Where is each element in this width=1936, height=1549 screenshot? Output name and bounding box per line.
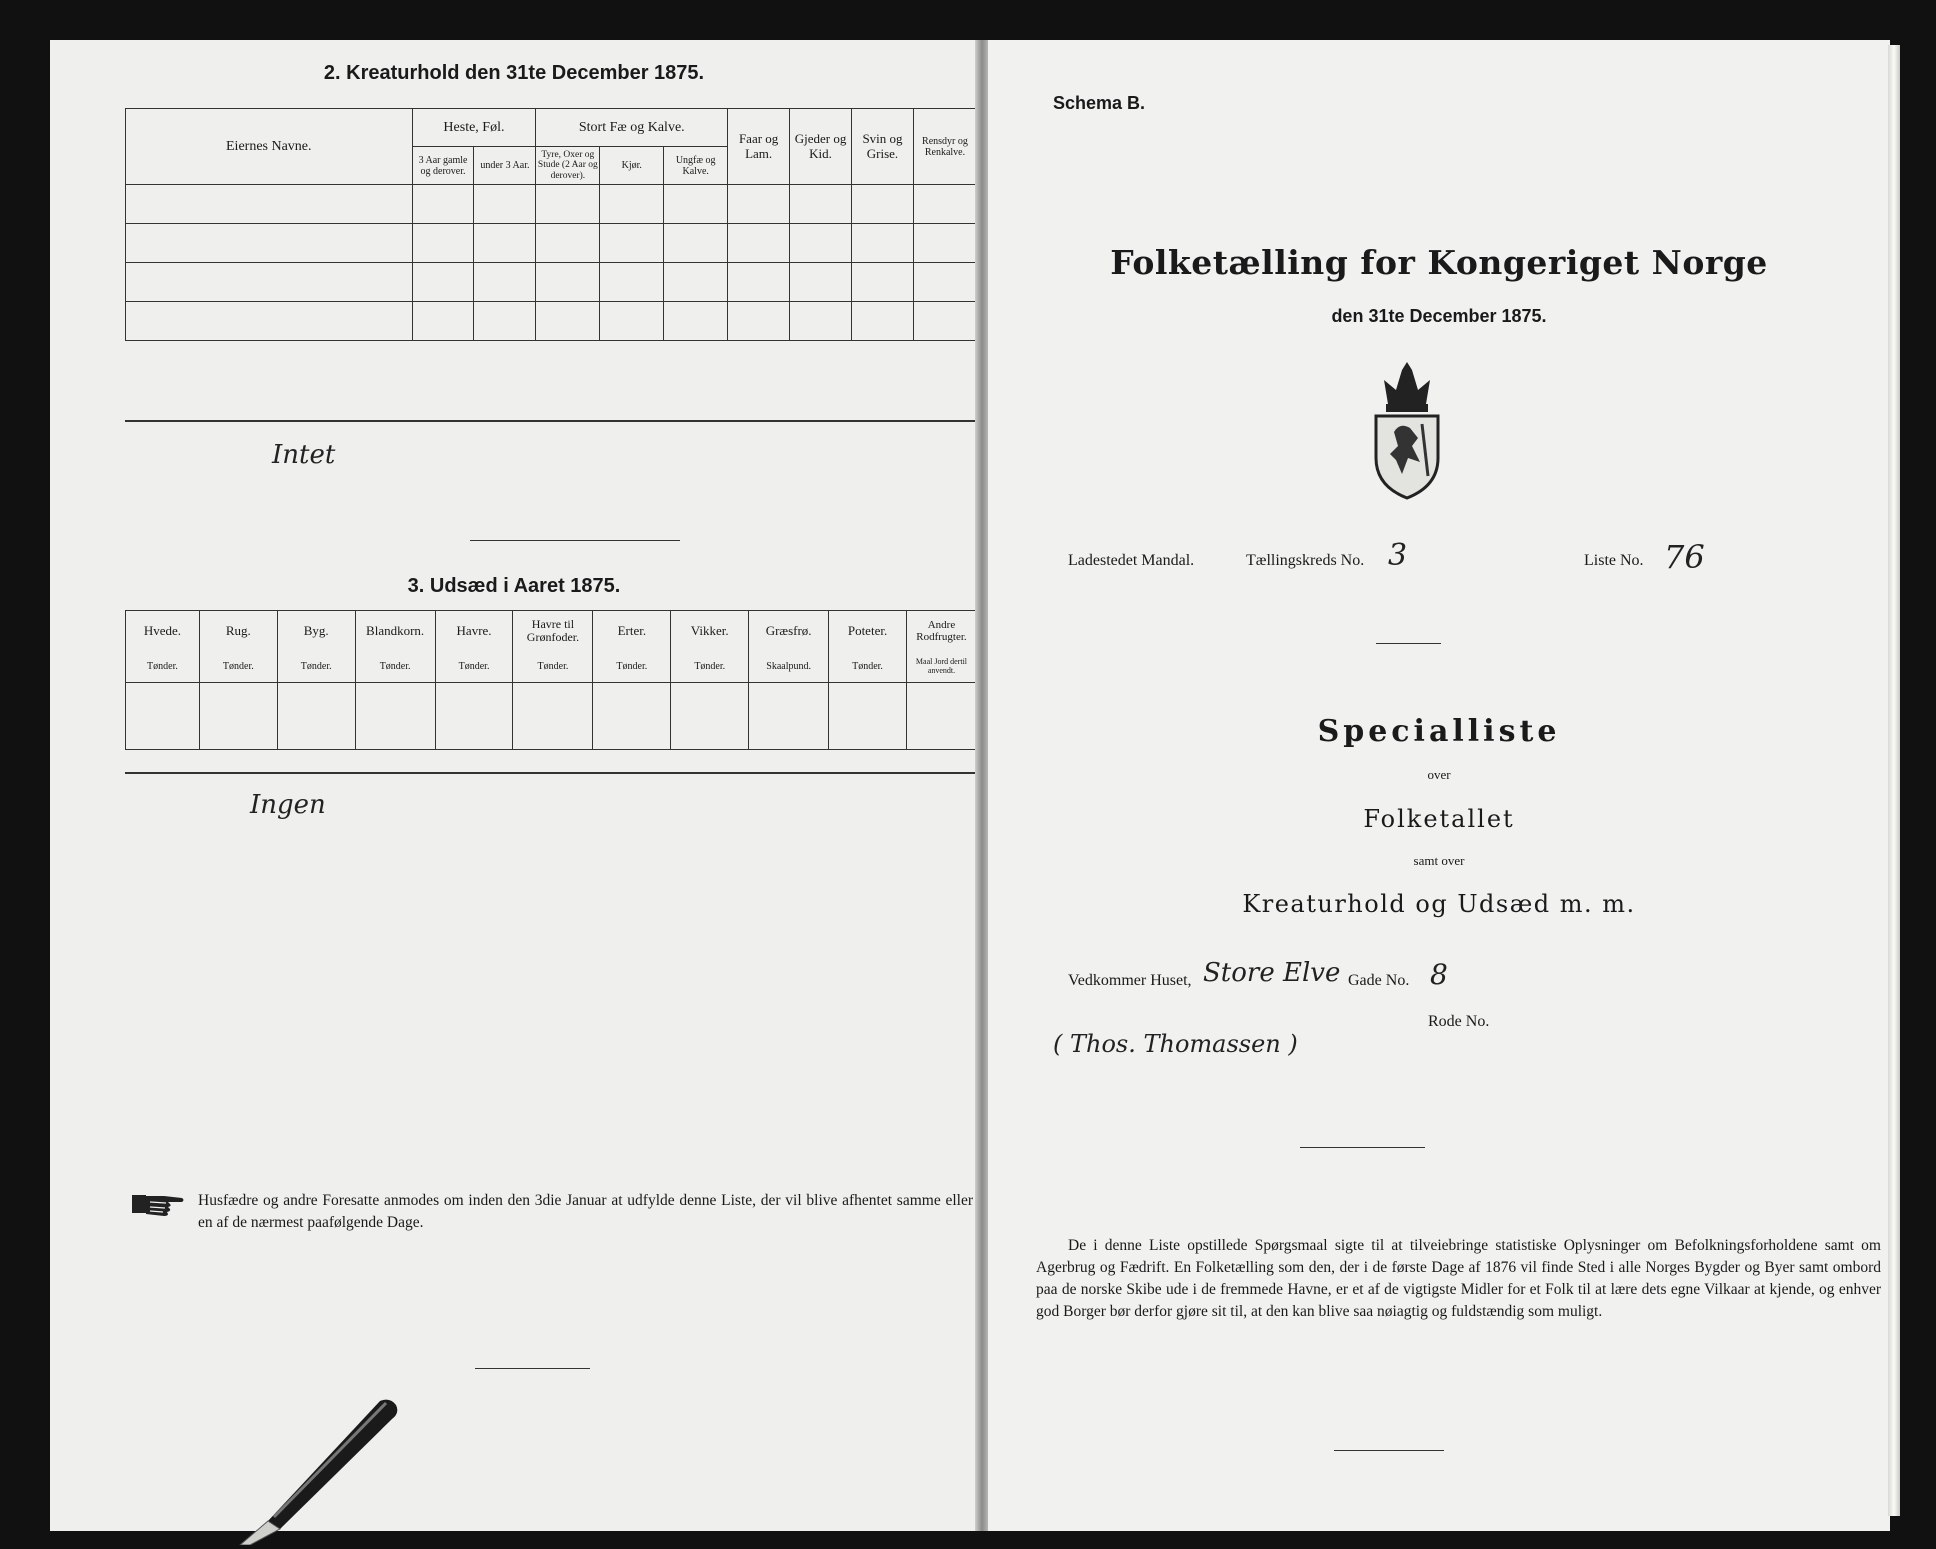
crop-header-rug: Rug. — [199, 611, 277, 652]
vedkommer-label: Vedkommer Huset, — [1068, 972, 1192, 989]
form-date: den 31te December 1875. — [1331, 306, 1547, 326]
ladested-label: Ladestedet Mandal. — [1068, 552, 1195, 569]
kreaturhold-label: Kreaturhold og Udsæd m. m. — [1242, 890, 1636, 918]
section-3-title: 3. Udsæd i Aaret 1875. — [407, 575, 621, 597]
crop-unit: Maal Jord dertil anvendt. — [906, 652, 976, 683]
table-bottom-rule — [125, 772, 977, 774]
handwritten-intet: Intet — [272, 440, 336, 470]
faar-header: Faar og Lam. — [728, 109, 790, 185]
rode-label: Rode No. — [1428, 1013, 1490, 1030]
crop-header-poteter: Poteter. — [829, 611, 907, 652]
crop-header-havre: Havre. — [435, 611, 513, 652]
left-page — [50, 40, 978, 1531]
divider — [1300, 1147, 1425, 1148]
over-label: over — [1427, 767, 1451, 782]
pen-icon — [210, 1395, 410, 1545]
heste-header: Heste, Føl. — [412, 109, 536, 147]
crop-header-erter: Erter. — [593, 611, 671, 652]
handwritten-ingen: Ingen — [250, 790, 326, 820]
crop-unit: Tønder. — [435, 652, 513, 683]
heste-sub-header: under 3 Aar. — [474, 147, 536, 185]
rensdyr-header: Rensdyr og Renkalve. — [913, 109, 976, 185]
crop-unit: Tønder. — [199, 652, 277, 683]
crop-header-blandkorn: Blandkorn. — [355, 611, 435, 652]
crop-unit: Tønder. — [513, 652, 593, 683]
schema-label: Schema B. — [1053, 93, 1146, 113]
street-value: Store Elve — [1203, 958, 1341, 988]
gade-label: Gade No. — [1348, 972, 1410, 989]
book-gutter — [975, 40, 989, 1531]
liste-label: Liste No. — [1584, 552, 1644, 569]
liste-value: 76 — [1664, 538, 1705, 576]
crop-unit: Skaalpund. — [749, 652, 829, 683]
crop-unit: Tønder. — [355, 652, 435, 683]
notice-text: Husfædre og andre Foresatte anmodes om inden den 3die Januar at udfylde denne Liste, der vil blive afhentet samme eller en af de nærmest paafølgende Dage. — [198, 1192, 973, 1231]
crop-header-vikker: Vikker. — [671, 611, 749, 652]
divider — [1376, 643, 1441, 644]
crop-unit: Tønder. — [829, 652, 907, 683]
sowing-table — [125, 610, 977, 750]
crop-unit: Tønder. — [277, 652, 355, 683]
kreds-value: 3 — [1388, 538, 1408, 573]
gade-value: 8 — [1430, 958, 1448, 991]
livestock-table — [125, 108, 977, 341]
divider — [470, 540, 680, 541]
kreds-label: Tællingskreds No. — [1246, 552, 1365, 569]
section-2-title: 2. Kreaturhold den 31te December 1875. — [323, 62, 705, 84]
crop-unit: Tønder. — [671, 652, 749, 683]
divider — [1334, 1450, 1444, 1451]
svin-header: Svin og Grise. — [852, 109, 914, 185]
owner-value: ( Thos. Thomassen ) — [1053, 1030, 1298, 1058]
stort-sub-header: Ungfæ og Kalve. — [664, 147, 728, 185]
folketallet-label: Folketallet — [1363, 805, 1515, 833]
crop-header-andre: Andre Rodfrugter. — [906, 611, 976, 652]
specialliste-title: Specialliste — [1317, 714, 1561, 749]
crop-header-graesfro: Græsfrø. — [749, 611, 829, 652]
divider — [475, 1368, 590, 1369]
info-paragraph: De i denne Liste opstillede Spørgsmaal sigte til at tilveiebringe statistiske Oplysninger om Befolkningsforholdene samt om Agerbrug og Fædrift. En Folketælling som den, der i de første Dage af 1876 vil finde Sted i alle Norges Bygder og Byer samt ombord paa de norske Skibe ude i de fremmede Havne, er et af de vigtigste Midler for et Folk til at lære dets egne Vilkaar at kjende, og enhver god Borger bør derfor gjøre sit til, at den kan blive saa nøiagtig og fuldstændig som muligt. — [1036, 1237, 1881, 1320]
samt-over-label: samt over — [1413, 853, 1465, 868]
owner-name-header: Eiernes Navne. — [126, 109, 413, 185]
gjeder-header: Gjeder og Kid. — [790, 109, 852, 185]
page-edge — [1888, 45, 1900, 1516]
table-bottom-rule — [125, 420, 977, 422]
crop-header-hvede: Hvede. — [126, 611, 200, 652]
crop-unit: Tønder. — [593, 652, 671, 683]
crop-header-havre-gronfoder: Havre til Grønfoder. — [513, 611, 593, 652]
coat-of-arms-icon — [1368, 358, 1446, 500]
crop-unit: Tønder. — [126, 652, 200, 683]
crop-header-byg: Byg. — [277, 611, 355, 652]
pointing-hand-icon — [130, 1188, 186, 1218]
stort-sub-header: Kjør. — [600, 147, 664, 185]
stort-sub-header: Tyre, Oxer og Stude (2 Aar og derover). — [536, 147, 600, 185]
form-title: Folketælling for Kongeriget Norge — [1110, 243, 1768, 282]
heste-sub-header: 3 Aar gamle og derover. — [412, 147, 474, 185]
right-page — [988, 40, 1890, 1531]
stort-fae-header: Stort Fæ og Kalve. — [536, 109, 728, 147]
